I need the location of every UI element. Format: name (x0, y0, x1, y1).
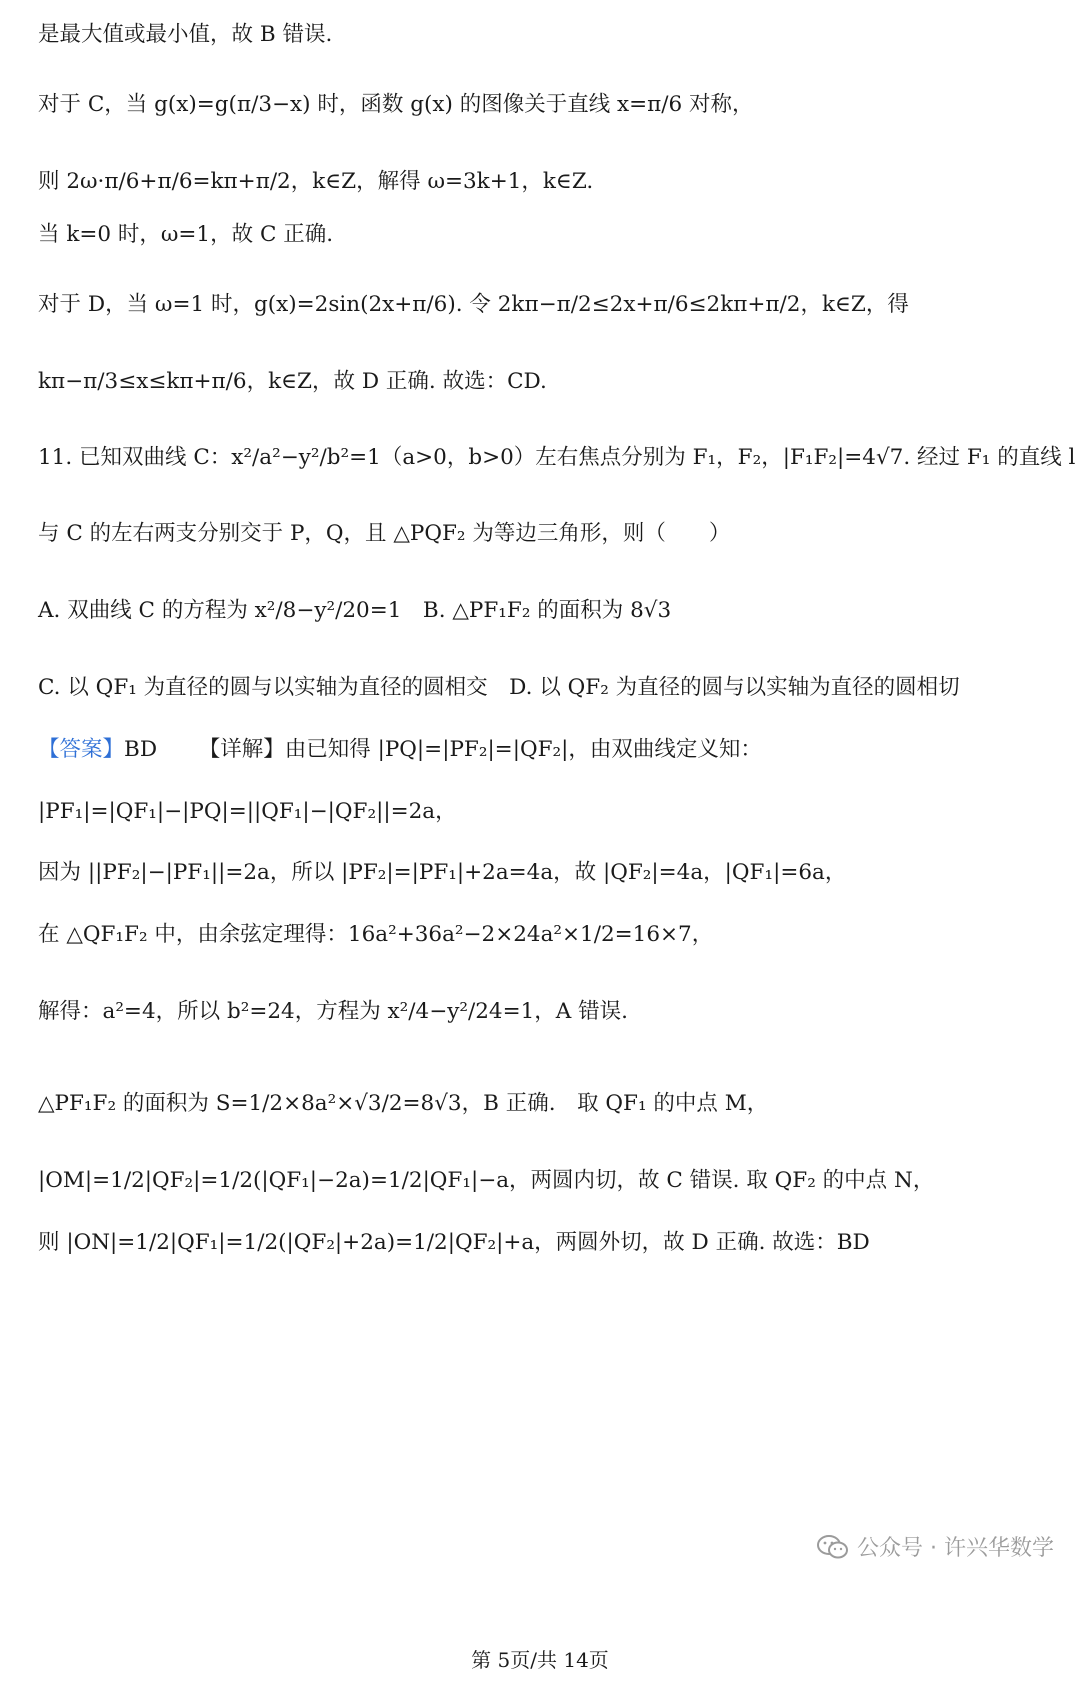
wechat-icon (817, 1534, 849, 1560)
text-line-2: 对于 C，当 g(x)=g(π/3−x) 时，函数 g(x) 的图像关于直线 x=π/6 对称， (38, 92, 754, 117)
solution-line-2: 因为 ||PF₂|−|PF₁||=2a，所以 |PF₂|=|PF₁|+2a=4a，故 |QF₂|=4a，|QF₁|=6a， (38, 860, 847, 885)
page-footer: 第 5页/共 14页 (471, 1648, 609, 1672)
solution-line-4: 解得：a²=4，所以 b²=24，方程为 x²/4−y²/24=1，A 错误. (38, 999, 628, 1024)
answer-value: BD (124, 737, 158, 762)
watermark (817, 1531, 1054, 1562)
detail-label: 【详解】 (198, 737, 285, 762)
text-line-4: 当 k=0 时，ω=1，故 C 正确. (38, 222, 334, 247)
detail-text: 由已知得 |PQ|=|PF₂|=|QF₂|，由双曲线定义知： (284, 737, 762, 762)
options-c-d: C. 以 QF₁ 为直径的圆与以实轴为直径的圆相交 D. 以 QF₂ 为直径的圆与以实轴为直径的圆相切 (38, 675, 960, 700)
solution-line-7: 则 |ON|=1/2|QF₁|=1/2(|QF₂|+2a)=1/2|QF₂|+a，两圆外切，故 D 正确. 故选：BD (38, 1230, 870, 1255)
question-11-stem-cont: 与 C 的左右两支分别交于 P，Q，且 △PQF₂ 为等边三角形，则（ ） (38, 521, 731, 546)
question-11-stem: 11. 已知双曲线 C：x²/a²−y²/b²=1（a>0，b>0）左右焦点分别为 F₁，F₂，|F₁F₂|=4√7. 经过 F₁ 的直线 l (38, 445, 1076, 470)
answer-line (38, 735, 1058, 765)
options-a-b: A. 双曲线 C 的方程为 x²/8−y²/20=1 B. △PF₁F₂ 的面积为 8√3 (38, 598, 672, 623)
text-line-3: 则 2ω·π/6+π/6=kπ+π/2，k∈Z，解得 ω=3k+1，k∈Z. (38, 169, 594, 194)
solution-line-5: △PF₁F₂ 的面积为 S=1/2×8a²×√3/2=8√3，B 正确. 取 QF₁ 的中点 M， (38, 1091, 769, 1116)
text-line-5: 对于 D，当 ω=1 时，g(x)=2sin(2x+π/6). 令 2kπ−π/2≤2x+π/6≤2kπ+π/2，k∈Z，得 (38, 292, 909, 317)
solution-line-6: |OM|=1/2|QF₂|=1/2(|QF₁|−2a)=1/2|QF₁|−a，两圆内切，故 C 错误. 取 QF₂ 的中点 N， (38, 1168, 935, 1193)
solution-line-3: 在 △QF₁F₂ 中，由余弦定理得：16a²+36a²−2×24a²×1/2=16×7， (38, 922, 714, 947)
text-line-6: kπ−π/3≤x≤kπ+π/6，k∈Z，故 D 正确. 故选：CD. (38, 369, 547, 394)
answer-label: 【答案】 (38, 737, 125, 762)
text-line-1: 是最大值或最小值，故 B 错误. (38, 22, 333, 47)
watermark-text: 公众号 · 许兴华数学 (857, 1536, 1054, 1561)
solution-line-1: |PF₁|=|QF₁|−|PQ|=||QF₁|−|QF₂||=2a， (38, 799, 457, 824)
